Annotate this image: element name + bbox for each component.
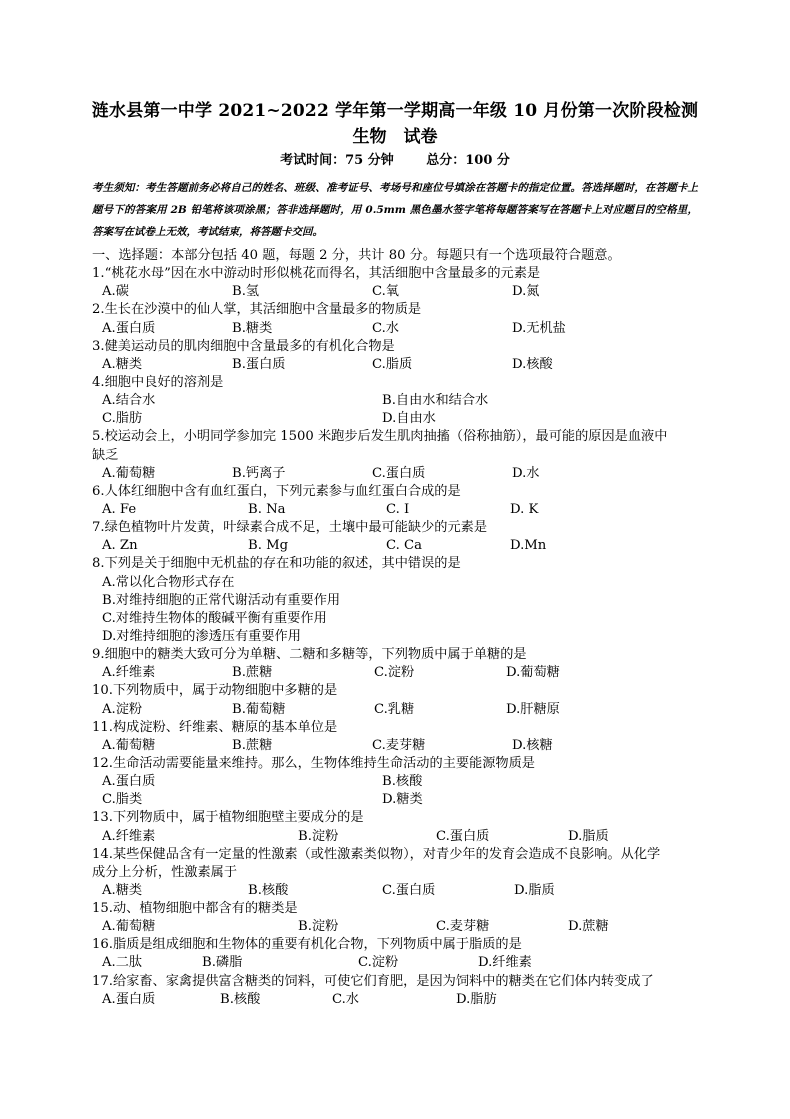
option: D.氮 — [512, 284, 540, 300]
option: B.钙离子 — [232, 465, 286, 481]
option: A.葡萄糖 — [102, 737, 156, 753]
question-options — [92, 828, 700, 846]
option: B.淀粉 — [298, 828, 339, 844]
question-stem: 12.生命活动需要能量来维持。那么，生物体维持生命活动的主要能源物质是 — [92, 755, 535, 771]
option: B.蔗糖 — [232, 665, 273, 681]
option: A.糖类 — [102, 882, 143, 898]
exam-notice: 考生须知：考生答题前务必将自己的姓名、班级、准考证号、考场号和座位号填涂在答题卡的指定位置。答选择题时，在答题卡上题号下的答案用 2B 铅笔将该项涂黑；答非选择题时，用 0.5mm 黑色墨水签字笔将每题答案写在答题卡上对应题目的空格里，答案写在试卷上无效，考试结束，将答题卡交回。 — [92, 182, 698, 238]
question-stem: 14.某些保健品含有一定量的性激素（或性激素类似物），对青少年的发育会造成不良影响。从化学 — [92, 846, 661, 862]
option: A.淀粉 — [102, 701, 143, 717]
option: C.水 — [372, 320, 399, 336]
option: D.水 — [512, 465, 540, 481]
option: D.脂肪 — [456, 991, 497, 1007]
option: B.蛋白质 — [232, 356, 286, 372]
question-stem-continued: 缺乏 — [92, 447, 119, 463]
option: A. Fe — [102, 501, 137, 517]
question-stem: 13.下列物质中，属于植物细胞壁主要成分的是 — [92, 810, 364, 826]
question-options — [92, 664, 700, 682]
option: B.自由水和结合水 — [382, 393, 489, 409]
question-stem: 11.构成淀粉、纤维素、糖原的基本单位是 — [92, 719, 338, 735]
question-stem: 2.生长在沙漠中的仙人掌，其活细胞中含量最多的物质是 — [92, 302, 422, 318]
option: A.糖类 — [102, 356, 143, 372]
option: A. Zn — [102, 538, 138, 554]
option: B.蔗糖 — [232, 737, 273, 753]
question-stem: 9.细胞中的糖类大致可分为单糖、二糖和多糖等，下列物质中属于单糖的是 — [92, 647, 527, 663]
question-stem: 4.细胞中良好的溶剂是 — [92, 374, 224, 390]
option: B.磷脂 — [202, 955, 243, 971]
option: A.常以化合物形式存在 — [102, 574, 235, 590]
exam-time: 考试时间：75 分钟 — [280, 153, 394, 168]
question-stem: 6.人体红细胞中含有血红蛋白，下列元素参与血红蛋白合成的是 — [92, 483, 461, 499]
total-score: 总分：100 分 — [426, 153, 510, 168]
option: D.无机盐 — [512, 320, 566, 336]
question-options — [92, 773, 700, 791]
option: A.结合水 — [102, 393, 156, 409]
option: A.纤维素 — [102, 665, 156, 681]
question-stem: 3.健美运动员的肌肉细胞中含量最多的有机化合物是 — [92, 338, 395, 354]
question-options — [92, 356, 700, 374]
question-options — [92, 501, 700, 519]
option: A.碳 — [102, 284, 129, 300]
option: D.自由水 — [382, 411, 436, 427]
option: B.核酸 — [248, 882, 289, 898]
option: D.蔗糖 — [568, 919, 609, 935]
question-options — [92, 410, 700, 428]
option: C.淀粉 — [358, 955, 399, 971]
option: C.水 — [332, 991, 359, 1007]
option: A.蛋白质 — [102, 320, 156, 336]
question-options — [92, 701, 700, 719]
option: B.核酸 — [220, 991, 261, 1007]
question-options — [92, 991, 700, 1009]
option: B. Mg — [248, 538, 289, 554]
option: A.蛋白质 — [102, 991, 156, 1007]
question-stem: 10.下列物质中，属于动物细胞中多糖的是 — [92, 683, 338, 699]
option: D.脂质 — [568, 828, 609, 844]
option: C.蛋白质 — [372, 465, 426, 481]
question-options — [92, 465, 700, 483]
question-stem: 8.下列是关于细胞中无机盐的存在和功能的叙述，其中错误的是 — [92, 556, 461, 572]
option: C.淀粉 — [374, 665, 415, 681]
option: A.蛋白质 — [102, 774, 156, 790]
question-options — [92, 320, 700, 338]
option: B.淀粉 — [298, 919, 339, 935]
option: D. K — [510, 501, 539, 517]
question-options — [92, 737, 700, 755]
option: C.麦芽糖 — [372, 737, 426, 753]
exam-meta — [0, 152, 790, 170]
option: C.麦芽糖 — [436, 919, 490, 935]
exam-title: 涟水县第一中学 2021~2022 学年第一学期高一年级 10 月份第一次阶段检测 — [91, 101, 699, 121]
option: C.蛋白质 — [436, 828, 490, 844]
question-options — [92, 392, 700, 410]
question-stem: 16.脂质是组成细胞和生物体的重要有机化合物，下列物质中属于脂质的是 — [92, 937, 522, 953]
option: B. Na — [248, 501, 286, 517]
question-options — [92, 954, 700, 972]
question-stem-continued: 成分上分析，性激素属于 — [92, 864, 238, 880]
question-options — [92, 537, 700, 555]
question-options — [92, 882, 700, 900]
option: C.乳糖 — [374, 701, 415, 717]
option: B.葡萄糖 — [232, 701, 286, 717]
option: D.肝糖原 — [506, 701, 560, 717]
option: B.糖类 — [232, 320, 273, 336]
option: C.氧 — [372, 284, 399, 300]
option: D.脂质 — [514, 882, 555, 898]
option: B.对维持细胞的正常代谢活动有重要作用 — [102, 592, 341, 608]
option: A.纤维素 — [102, 828, 156, 844]
question-stem: 5.校运动会上，小明同学参加完 1500 米跑步后发生肌肉抽搐（俗称抽筋），最可能的原因是血液中 — [92, 429, 668, 445]
option: B.核酸 — [382, 774, 423, 790]
question-options — [92, 791, 700, 809]
option: A.葡萄糖 — [102, 465, 156, 481]
option: C.脂肪 — [102, 411, 143, 427]
option: C. Ca — [386, 538, 422, 554]
question-stem: 17.给家畜、家禽提供富含糖类的饲料，可使它们育肥，是因为饲料中的糖类在它们体内转变成了 — [92, 973, 654, 989]
option: A.葡萄糖 — [102, 919, 156, 935]
option: D.葡萄糖 — [506, 665, 560, 681]
option: C.脂类 — [102, 792, 143, 808]
option: C. I — [386, 501, 410, 517]
option: B.氢 — [232, 284, 260, 300]
option: C.蛋白质 — [382, 882, 436, 898]
question-stem: 7.绿色植物叶片发黄，叶绿素合成不足，土壤中最可能缺少的元素是 — [92, 520, 488, 536]
option: D.纤维素 — [478, 955, 532, 971]
question-list — [92, 247, 700, 1009]
option: C.对维持生物体的酸碱平衡有重要作用 — [102, 610, 327, 626]
option: C.脂质 — [372, 356, 413, 372]
option: D.糖类 — [382, 792, 423, 808]
exam-subtitle: 生物 试卷 — [352, 127, 438, 147]
option: A.二肽 — [102, 955, 143, 971]
option: D.对维持细胞的渗透压有重要作用 — [102, 628, 301, 644]
question-stem: 1.“桃花水母”因在水中游动时形似桃花而得名，其活细胞中含量最多的元素是 — [92, 266, 541, 282]
option: D.核酸 — [512, 356, 553, 372]
question-options — [92, 918, 700, 936]
section-heading: 一、选择题：本部分包括 40 题，每题 2 分，共计 80 分。每题只有一个选项最符合题意。 — [92, 248, 621, 263]
question-stem: 15.动、植物细胞中都含有的糖类是 — [92, 901, 298, 917]
option: D.Mn — [510, 538, 547, 554]
option: D.核糖 — [512, 737, 553, 753]
question-options — [92, 283, 700, 301]
